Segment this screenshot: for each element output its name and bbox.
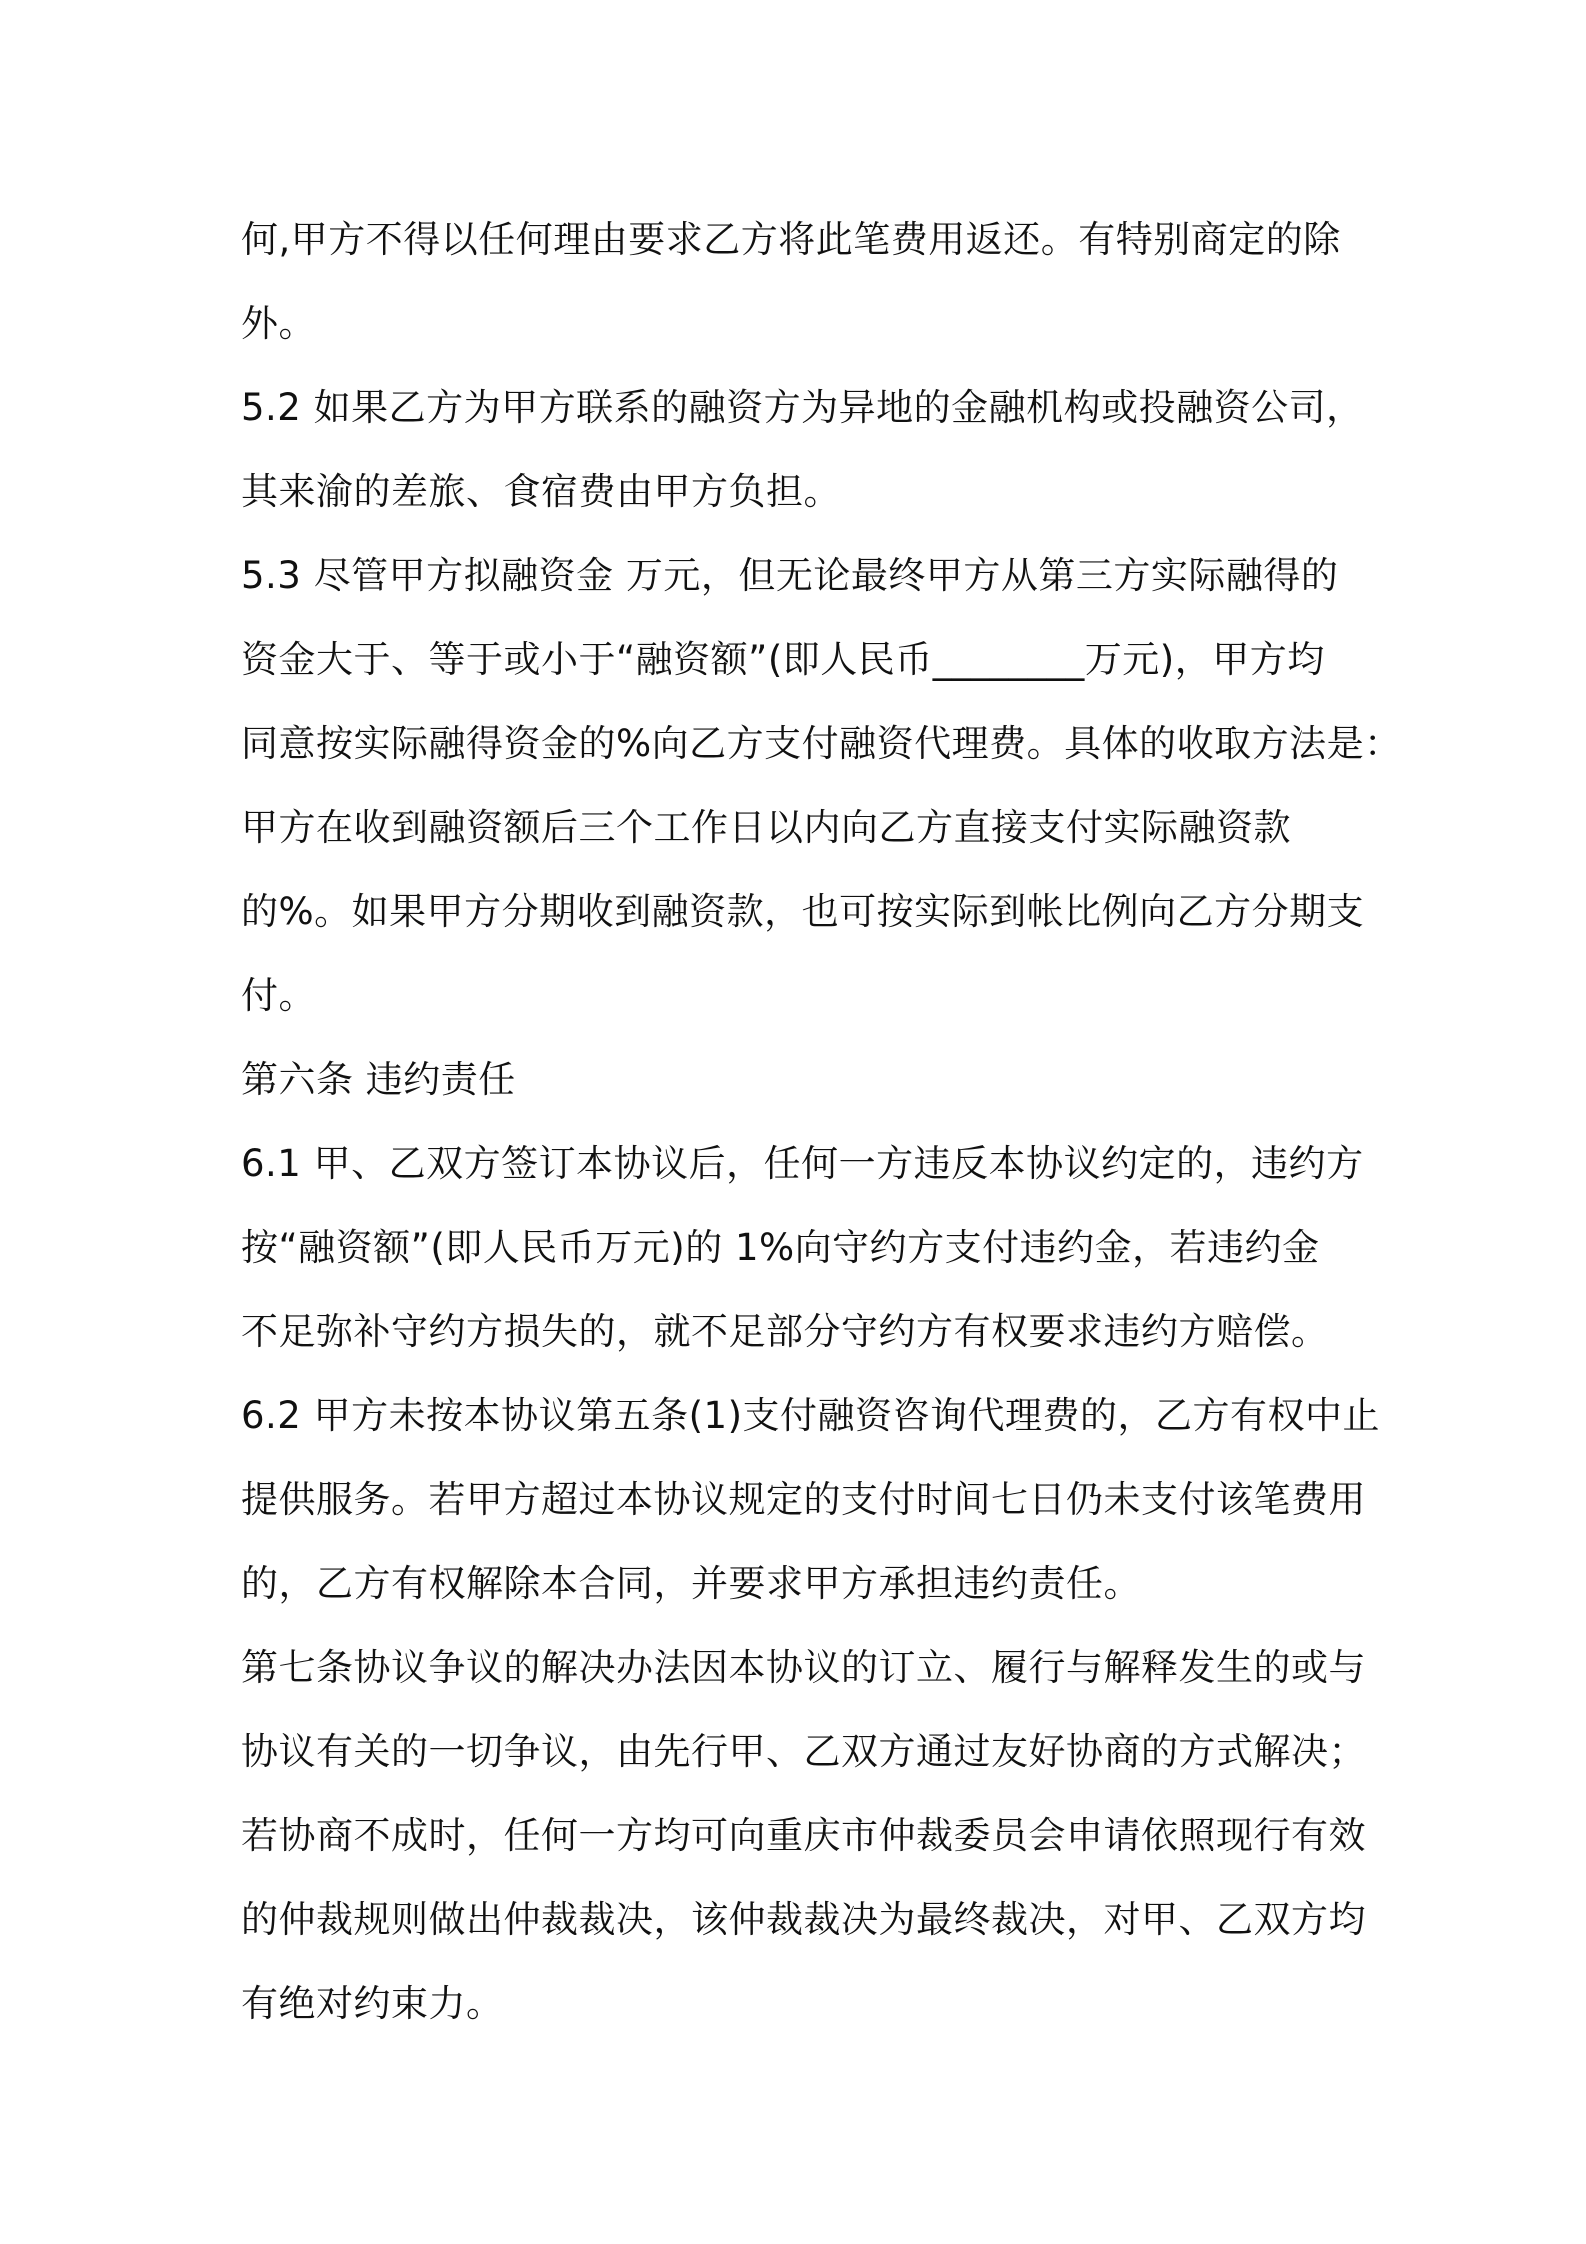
text-line: 其来渝的差旅、食宿费由甲方负担。 — [241, 470, 841, 513]
text-line: 提供服务。若甲方超过本协议规定的支付时间七日仍未支付该笔费用 — [241, 1478, 1366, 1521]
text-line: 不足弥补守约方损失的，就不足部分守约方有权要求违约方赔偿。 — [241, 1310, 1329, 1353]
section-heading-line: 第七条协议争议的解决办法因本协议的订立、履行与解释发生的或与 — [241, 1646, 1366, 1689]
section-heading: 第六条 违约责任 — [241, 1058, 516, 1101]
text-line: 甲方在收到融资额后三个工作日以内向乙方直接支付实际融资款 — [241, 806, 1291, 849]
document-body — [241, 198, 1402, 2046]
text-line: 有绝对约束力。 — [241, 1982, 504, 2025]
text-line: 5.3 尽管甲方拟融资金 万元，但无论最终甲方从第三方实际融得的 — [241, 554, 1339, 597]
text-line: 协议有关的一切争议，由先行甲、乙双方通过友好协商的方式解决； — [241, 1730, 1366, 1773]
text-line: 的%。如果甲方分期收到融资款，也可按实际到帐比例向乙方分期支 — [241, 890, 1365, 933]
text-line: 的，乙方有权解除本合同，并要求甲方承担违约责任。 — [241, 1562, 1141, 1605]
text-line: 何,甲方不得以任何理由要求乙方将此笔费用返还。有特别商定的除 — [241, 218, 1341, 261]
text-line: 6.1 甲、乙双方签订本协议后，任何一方违反本协议约定的，违约方 — [241, 1142, 1364, 1185]
text-line: 6.2 甲方未按本协议第五条(1)支付融资咨询代理费的，乙方有权中止 — [241, 1394, 1381, 1437]
text-line: 若协商不成时，任何一方均可向重庆市仲裁委员会申请依照现行有效 — [241, 1814, 1366, 1857]
text-line: 资金大于、等于或小于“融资额”(即人民币________万元)，甲方均 — [241, 638, 1325, 681]
text-line: 5.2 如果乙方为甲方联系的融资方为异地的金融机构或投融资公司， — [241, 386, 1364, 429]
text-line: 付。 — [241, 974, 316, 1017]
text-line: 外。 — [241, 302, 316, 345]
text-line: 的仲裁规则做出仲裁裁决，该仲裁裁决为最终裁决，对甲、乙双方均 — [241, 1898, 1366, 1941]
text-line: 按“融资额”(即人民币万元)的 1%向守约方支付违约金，若违约金 — [241, 1226, 1320, 1269]
text-line: 同意按实际融得资金的%向乙方支付融资代理费。具体的收取方法是： — [241, 722, 1402, 765]
